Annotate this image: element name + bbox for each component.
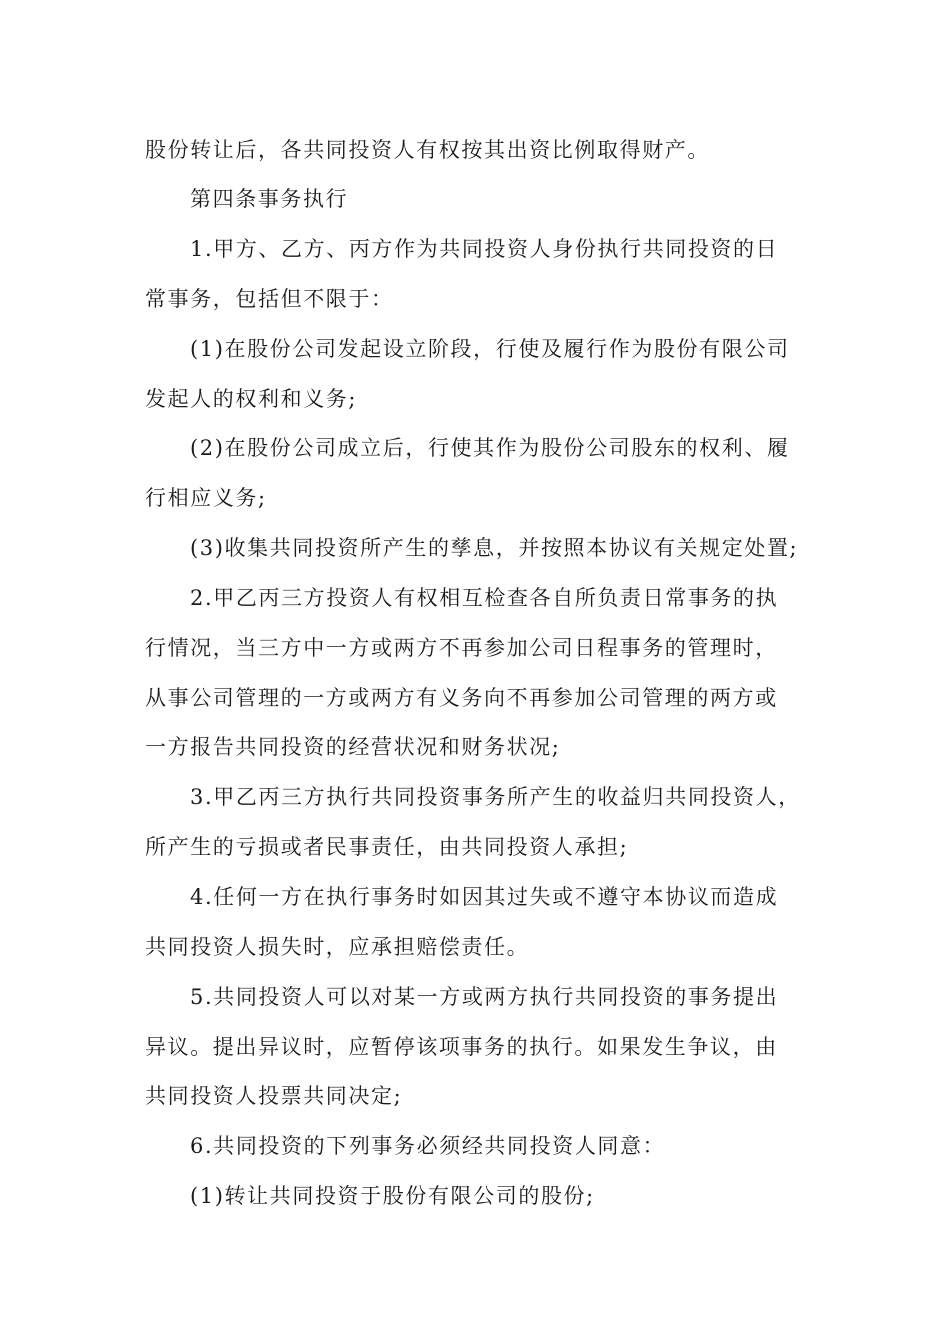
paragraph-line: 6.共同投资的下列事务必须经共同投资人同意： [190,1134,666,1158]
paragraph-line: 共同投资人投票共同决定; [145,1084,403,1108]
paragraph-line: 共同投资人损失时，应承担赔偿责任。 [145,935,530,959]
paragraph-line: 行相应义务; [145,486,267,510]
paragraph-line: 异议。提出异议时，应暂停该项事务的执行。如果发生争议，由 [145,1035,778,1059]
paragraph-line: 3.甲乙丙三方执行共同投资事务所产生的收益归共同投资人， [190,785,801,809]
paragraph-line: 从事公司管理的一方或两方有义务向不再参加公司管理的两方或 [145,686,778,710]
paragraph-line: (3)收集共同投资所产生的孳息，并按照本协议有关规定处置; [190,536,799,560]
paragraph-line: 4.任何一方在执行事务时如因其过失或不遵守本协议而造成 [190,885,779,909]
paragraph-line: 发起人的权利和义务; [145,387,358,411]
paragraph-line: 常事务，包括但不限于： [145,287,394,311]
paragraph-line: (2)在股份公司成立后，行使其作为股份公司股东的权利、履 [190,436,790,460]
paragraph-line: 2.甲乙丙三方投资人有权相互检查各自所负责日常事务的执 [190,586,779,610]
paragraph-line: 股份转让后，各共同投资人有权按其出资比例取得财产。 [145,138,710,162]
paragraph-line: 行情况，当三方中一方或两方不再参加公司日程事务的管理时， [145,636,778,660]
paragraph-line: (1)转让共同投资于股份有限公司的股份; [190,1184,595,1208]
paragraph-line: 5.共同投资人可以对某一方或两方执行共同投资的事务提出 [190,985,779,1009]
paragraph-line: (1)在股份公司发起设立阶段，行使及履行作为股份有限公司 [190,337,790,361]
section-heading: 第四条事务执行 [190,187,349,211]
paragraph-line: 一方报告共同投资的经营状况和财务状况; [145,735,561,759]
paragraph-line: 所产生的亏损或者民事责任，由共同投资人承担; [145,835,629,859]
paragraph-line: 1.甲方、乙方、丙方作为共同投资人身份执行共同投资的日 [190,237,779,261]
